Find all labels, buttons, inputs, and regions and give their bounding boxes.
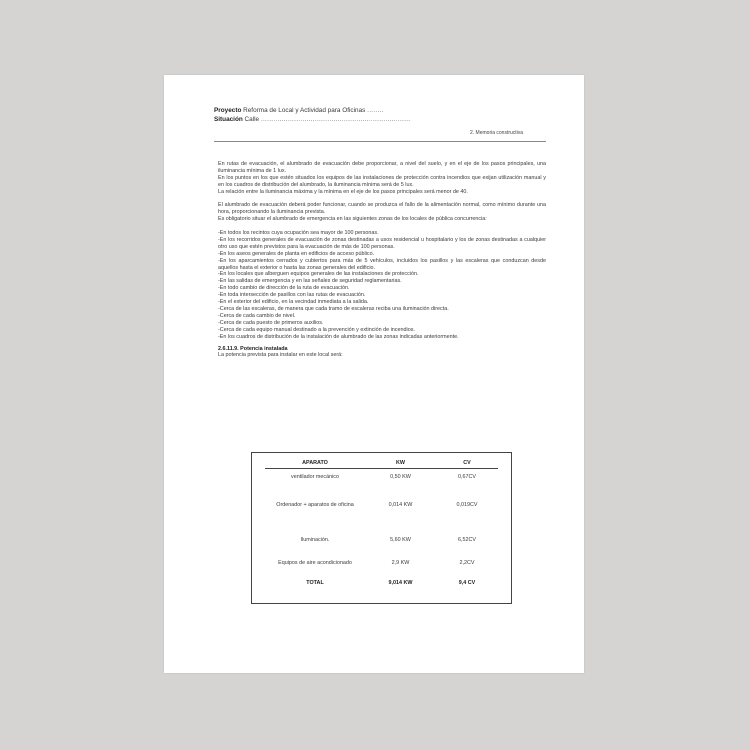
cell-kw: 5,60 KW: [390, 536, 411, 543]
list-item: -En los locales que alberguen equipos generales de las instalaciones de protección.: [218, 271, 419, 278]
list-item: -Cerca de cada cambio de nivel.: [218, 312, 296, 319]
cell-aparato: ventilador mecánico: [291, 474, 339, 480]
situacion-label: Situación: [214, 116, 243, 123]
proyecto-label: Proyecto: [214, 107, 242, 114]
power-table-frame: [251, 452, 512, 604]
cell-kw: 2,9 KW: [391, 559, 410, 566]
cell-cv: 0,67CV: [457, 474, 476, 480]
col-header-kw: KW: [365, 460, 436, 469]
situacion-dots: ........................................................................: [260, 116, 411, 123]
cell-kw: 0,50 KW: [390, 474, 411, 480]
cell-total-label: TOTAL: [306, 579, 324, 586]
subsection-intro: La potencia prevista para instalar en este local será:: [218, 352, 343, 359]
list-item: -En todo cambio de dirección de la ruta de evacuación.: [218, 285, 350, 292]
cell-kw: 0,014 KW: [388, 501, 413, 508]
table-row: [265, 469, 498, 502]
proyecto-dots: ........: [367, 107, 384, 114]
cell-total-kw: 9,014 KW: [388, 579, 413, 586]
list-item: -En toda intersección de pasillos con las rutas de evacuación.: [218, 292, 366, 299]
section-label: 2. Memoria constructiva: [470, 130, 524, 136]
list-item: -En todos los recintos cuya ocupación sea mayor de 100 personas.: [218, 230, 379, 237]
cell-cv: 2,2CV: [459, 559, 475, 566]
list-item: -Cerca de cada puesto de primeros auxilios.: [218, 319, 324, 326]
cell-total-cv: 9,4 CV: [458, 579, 476, 586]
paragraph: En los puntos en los que estén situados los equipos de las instalaciones de protección contra incendios que exijan utilización manual y en los cuadros de distribución del alumbrado, la iluminancia mínima será de 5 lux.: [218, 174, 546, 188]
subsection-title: 2.6.11.9. Potencia instalada: [218, 345, 288, 352]
table-row: [265, 560, 498, 580]
list-item: -En los aparcamientos cerrados y cubiertos para más de 5 vehículos, incluidos los pasillos y las escaleras que conduzcan desde aquellos hasta el exterior o hasta las zonas generales del edificio.: [218, 257, 546, 271]
power-table: [265, 460, 498, 587]
col-header-cv: CV: [436, 460, 498, 469]
header-proyecto: [214, 107, 384, 115]
list-item: -En el exterior del edificio, en la vecindad inmediata a la salida.: [218, 299, 369, 306]
paragraph-gap: [218, 196, 546, 203]
col-header-aparato: APARATO: [265, 460, 365, 469]
table-row: [265, 537, 498, 560]
cell-cv: 6,52CV: [457, 536, 476, 543]
cell-aparato: Ordenador + aparatos de oficina: [276, 501, 354, 508]
list-item: -Cerca de cada equipo manual destinado a la prevención y extinción de incendios.: [218, 326, 415, 333]
table-row: [265, 502, 498, 537]
header-situacion: [214, 116, 410, 124]
paragraph-gap: [218, 223, 546, 230]
proyecto-value: Reforma de Local y Actividad para Oficinas: [243, 107, 366, 114]
list-item: -En los aseos generales de planta en edificios de acceso público.: [218, 250, 375, 257]
list-item: -En los recorridos generales de evacuación de zonas destinadas a usos residencial u hospitalario y los de zonas destinadas a cualquier otro uso que estén previstos para la evacuación de más de 100 personas.: [218, 236, 546, 250]
body-text: [218, 161, 546, 359]
cell-aparato: Equipos de aire acondicionado: [278, 559, 352, 566]
paragraph: La relación entre la iluminancia máxima y la mínima en el eje de los pasos principales será menor de 40.: [218, 188, 468, 195]
header-rule: [214, 141, 546, 142]
cell-cv: 0,019CV: [456, 501, 478, 508]
table-header-row: [265, 460, 498, 469]
table-total-row: [265, 580, 498, 587]
list-item: -En los cuadros de distribución de la instalación de alumbrado de las zonas indicadas anteriormente.: [218, 333, 459, 340]
situacion-value: Calle: [244, 116, 260, 123]
list-item: -Cerca de las escaleras, de manera que cada tramo de escaleras reciba una iluminación directa.: [218, 306, 449, 312]
list-item: -En las salidas de emergencia y en las señales de seguridad reglamentarias.: [218, 278, 402, 285]
cell-aparato: Iluminación.: [300, 536, 330, 543]
paragraph: En rutas de evacuación, el alumbrado de evacuación debe proporcionar, a nivel del suelo, y en el eje de los pasos principales, una iluminancia mínima de 1 lux.: [218, 161, 546, 174]
paragraph: Es obligatorio situar el alumbrado de emergencia en las siguientes zonas de los locales de pública concurrencia:: [218, 216, 487, 223]
paragraph: El alumbrado de evacuación deberá poder funcionar, cuando se produzca el fallo de la alimentación normal, como mínimo durante una hora, proporcionando la iluminancia prevista.: [218, 202, 546, 216]
